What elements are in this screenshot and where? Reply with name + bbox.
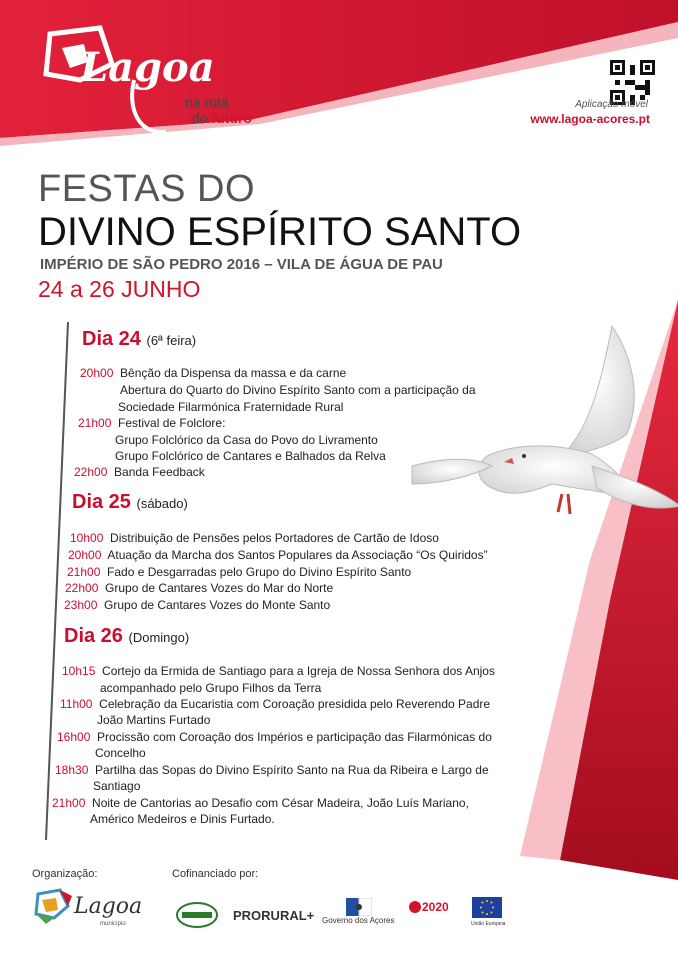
day-26-heading: Dia 26 (Domingo) bbox=[64, 625, 190, 647]
government-logo-text: Governo dos Açores bbox=[322, 916, 395, 925]
prorural-logo: PRORURAL+ bbox=[233, 908, 315, 923]
event-item: 22h00 Grupo de Cantares Vozes do Mar do Norte bbox=[65, 581, 334, 595]
eu-flag-icon bbox=[472, 897, 502, 918]
organization-label: Organização: bbox=[32, 868, 98, 880]
event-line: João Martins Furtado bbox=[97, 713, 211, 727]
event-line: Grupo Folclórico da Casa do Povo do Livramento bbox=[115, 433, 378, 447]
event-item: 20h00 Atuação da Marcha dos Santos Populares da Associação “Os Quiridos” bbox=[68, 548, 488, 562]
tagline-1: na rota bbox=[185, 94, 229, 110]
subtitle: IMPÉRIO DE SÃO PEDRO 2016 – VILA DE ÁGUA DE PAU bbox=[40, 256, 443, 273]
event-item: 10h15 Cortejo da Ermida de Santiago para a Igreja de Nossa Senhora dos Anjos bbox=[62, 664, 495, 678]
event-line: Grupo Folclórico de Cantares e Balhados da Relva bbox=[115, 449, 386, 463]
event-item: 11h00 Celebração da Eucaristia com Coroação presidida pelo Reverendo Padre bbox=[60, 697, 491, 711]
event-item: 21h00 Fado e Desgarradas pelo Grupo do Divino Espírito Santo bbox=[67, 565, 412, 579]
event-item: 21h00 Noite de Cantorias ao Desafio com César Madeira, João Luís Mariano, bbox=[52, 796, 469, 810]
dove-icon bbox=[392, 316, 678, 528]
event-item: 22h00 Banda Feedback bbox=[74, 465, 205, 479]
eu-label: União Europeia bbox=[471, 921, 506, 927]
website-link[interactable]: www.lagoa-acores.pt bbox=[530, 112, 650, 126]
app-label: Aplicação móvel bbox=[575, 99, 648, 110]
event-line: Sociedade Filarmónica Fraternidade Rural bbox=[118, 400, 344, 414]
day-25-heading: Dia 25 (sábado) bbox=[72, 491, 188, 513]
event-line: acompanhado pelo Grupo Filhos da Terra bbox=[100, 681, 322, 695]
org-logo-word: Lagoa bbox=[74, 894, 143, 919]
portugal-2020-logo: 2020 bbox=[422, 900, 449, 914]
event-line: Américo Medeiros e Dinis Furtado. bbox=[90, 812, 275, 826]
org-logo-mark-icon bbox=[34, 888, 74, 926]
day-24-heading: Dia 24 (6ª feira) bbox=[82, 328, 197, 350]
government-flag-icon bbox=[346, 898, 372, 916]
event-item: 23h00 Grupo de Cantares Vozes do Monte Santo bbox=[64, 598, 331, 612]
azores-emblem-icon bbox=[176, 902, 218, 928]
event-item: 18h30 Partilha das Sopas do Divino Espírito Santo na Rua da Ribeira e Largo de bbox=[55, 763, 489, 777]
title-line-1: FESTAS DO bbox=[38, 168, 256, 210]
event-line: Santiago bbox=[93, 779, 141, 793]
event-item: 20h00 Bênção da Dispensa da massa e da carne bbox=[80, 366, 347, 380]
portugal-emblem-icon bbox=[408, 900, 422, 914]
tagline-2: do futuro bbox=[192, 110, 252, 126]
event-item: 21h00 Festival de Folclore: bbox=[78, 416, 226, 430]
event-item: 10h00 Distribuição de Pensões pelos Portadores de Cartão de Idoso bbox=[70, 531, 439, 545]
title-line-2: DIVINO ESPÍRITO SANTO bbox=[38, 210, 522, 254]
brand-word: Lagoa bbox=[80, 44, 215, 91]
cofinanced-label: Cofinanciado por: bbox=[172, 868, 259, 880]
event-line: Concelho bbox=[95, 746, 146, 760]
event-line: Abertura do Quarto do Divino Espírito Santo com a participação da bbox=[120, 383, 476, 397]
org-logo-sub: município bbox=[100, 921, 126, 927]
event-dates: 24 a 26 JUNHO bbox=[38, 276, 201, 302]
event-item: 16h00 Procissão com Coroação dos Impérios e participação das Filarmónicas do bbox=[57, 730, 492, 744]
